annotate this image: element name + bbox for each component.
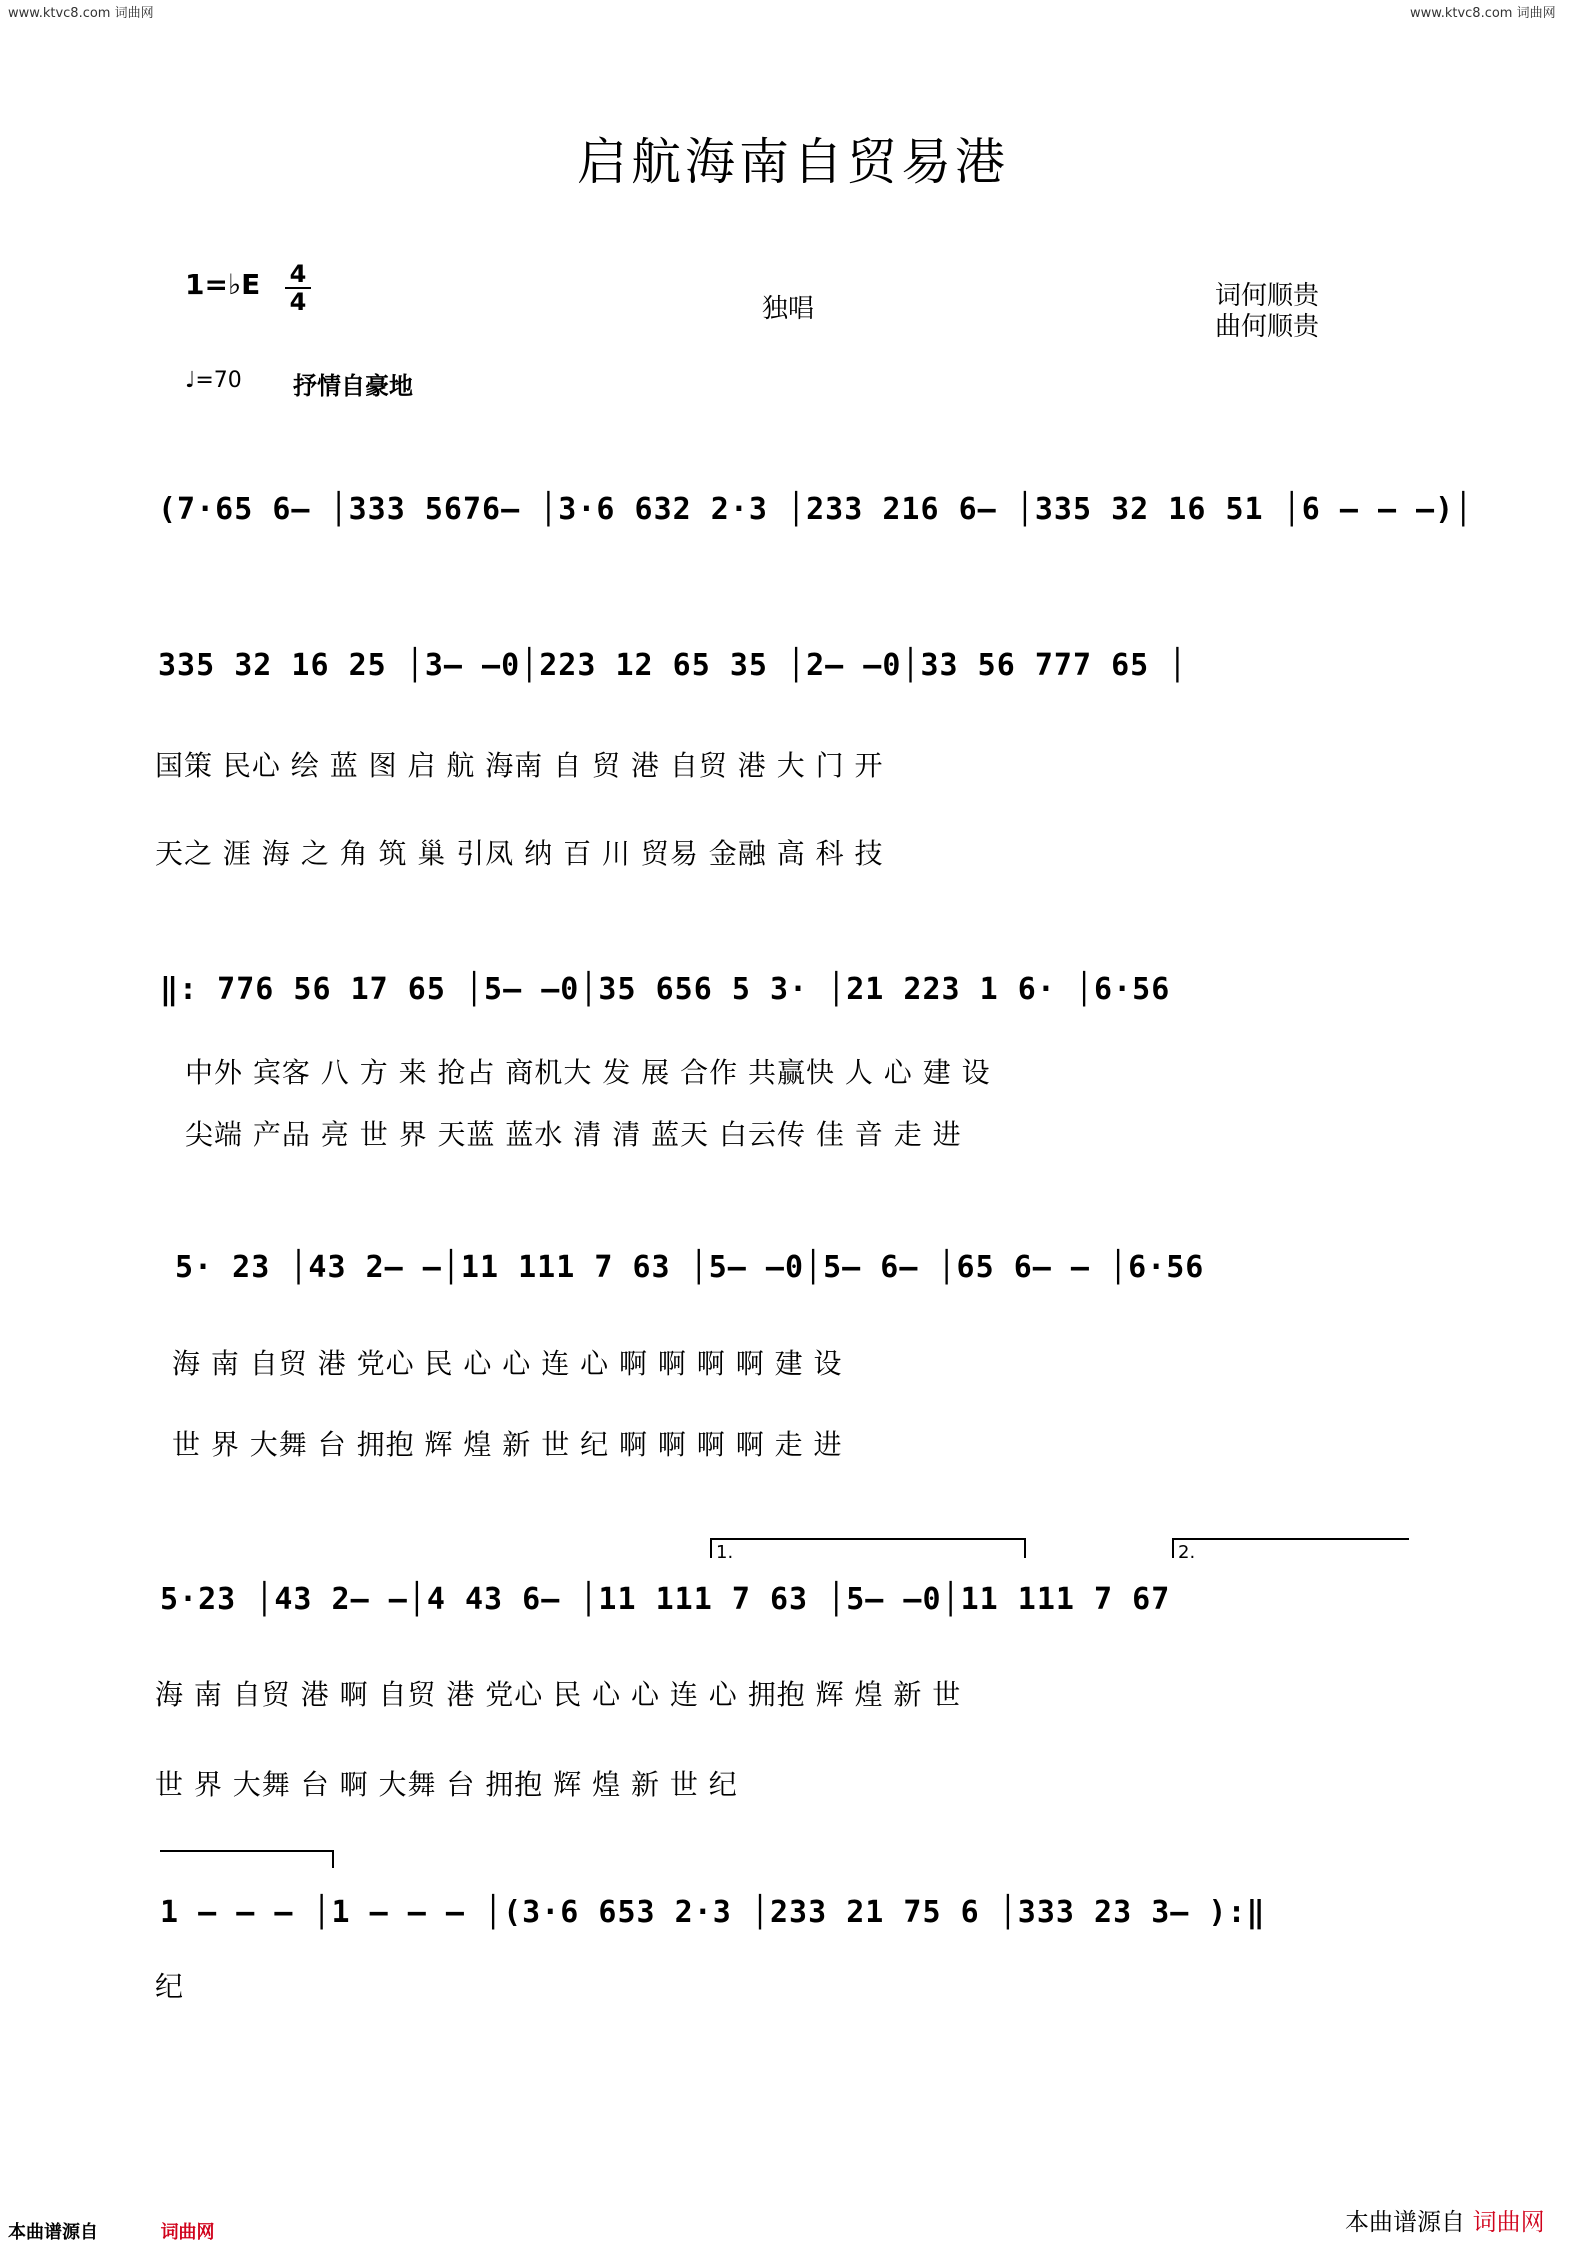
lyrics-line-3-verse-1: 中外 宾客 八 方 来 抢占 商机大 发 展 合作 共赢快 人 心 建 设: [185, 1056, 991, 1089]
lyrics-line-3-verse-2: 尖端 产品 亮 世 界 天蓝 蓝水 清 清 蓝天 白云传 佳 音 走 进: [185, 1118, 962, 1151]
lyrics-line-5-verse-1: 海 南 自贸 港 啊 自贸 港 党心 民 心 心 连 心 拥抱 辉 煌 新 世: [155, 1678, 962, 1711]
lyrics-line-2-verse-2: 天之 涯 海 之 角 筑 巢 引凤 纳 百 川 贸易 金融 高 科 技: [155, 837, 884, 870]
lyrics-line-4-verse-1: 海 南 自贸 港 党心 民 心 心 连 心 啊 啊 啊 啊 建 设: [172, 1347, 843, 1380]
performance-type: 独唱: [762, 294, 815, 324]
volta-number-2: 2.: [1178, 1542, 1196, 1563]
volta-number-1: 1.: [716, 1542, 734, 1563]
notation-line-4: 5· 23 │43 2– –│11 111 7 63 │5– –0│5– 6– │65 6– – │6·56: [175, 1250, 1205, 1285]
tie-bracket-ending: [160, 1850, 334, 1868]
lyricist: 词何顺贵: [1215, 281, 1320, 311]
notation-line-2: 335 32 16 25 │3– –0│223 12 65 35 │2– –0│33 56 777 65 │: [158, 648, 1188, 683]
lyrics-line-6-verse-1: 纪: [155, 1970, 185, 2003]
footer-source-left: [8, 2218, 215, 2244]
time-signature-top: 4: [289, 260, 307, 288]
time-signature-bottom: 4: [289, 288, 307, 316]
time-signature: [285, 262, 311, 314]
expression-mark: 抒情自豪地: [293, 372, 413, 400]
score-title: 启航海南自贸易港: [577, 133, 1009, 191]
notation-intro: (7·65 6– │333 5676– │3·6 632 2·3 │233 216 6– │335 32 16 51 │6 – – –)│: [158, 492, 1474, 527]
footer-right-text: 本曲谱源自: [1345, 2208, 1465, 2236]
footer-left-brand[interactable]: 词曲网: [160, 2222, 215, 2243]
footer-right-brand[interactable]: 词曲网: [1472, 2208, 1545, 2236]
notation-line-6: 1 – – – │1 – – – │(3·6 653 2·3 │233 21 75 6 │333 23 3– ):‖: [160, 1895, 1266, 1930]
lyrics-line-5-verse-2: 世 界 大舞 台 啊 大舞 台 拥抱 辉 煌 新 世 纪: [155, 1768, 738, 1801]
composer: 曲何顺贵: [1215, 312, 1320, 342]
lyrics-line-2-verse-1: 国策 民心 绘 蓝 图 启 航 海南 自 贸 港 自贸 港 大 门 开: [155, 749, 884, 782]
watermark-right: www.ktvc8.com 词曲网: [1410, 6, 1556, 21]
key-signature: 1=♭E: [185, 268, 261, 301]
volta-bracket-2: [1172, 1538, 1409, 1558]
lyrics-line-4-verse-2: 世 界 大舞 台 拥抱 辉 煌 新 世 纪 啊 啊 啊 啊 走 进: [172, 1428, 843, 1461]
footer-left-text: 本曲谱源自: [8, 2222, 98, 2243]
notation-line-5: 5·23 │43 2– –│4 43 6– │11 111 7 63 │5– –0│11 111 7 67: [160, 1582, 1171, 1617]
tempo: ♩=70: [185, 368, 242, 393]
volta-bracket-1: [710, 1538, 1026, 1558]
footer-source-right: [1345, 2202, 1545, 2237]
watermark-left: www.ktvc8.com 词曲网: [8, 6, 154, 21]
notation-line-3: ‖: 776 56 17 65 │5– –0│35 656 5 3· │21 223 1 6· │6·56: [160, 972, 1171, 1007]
